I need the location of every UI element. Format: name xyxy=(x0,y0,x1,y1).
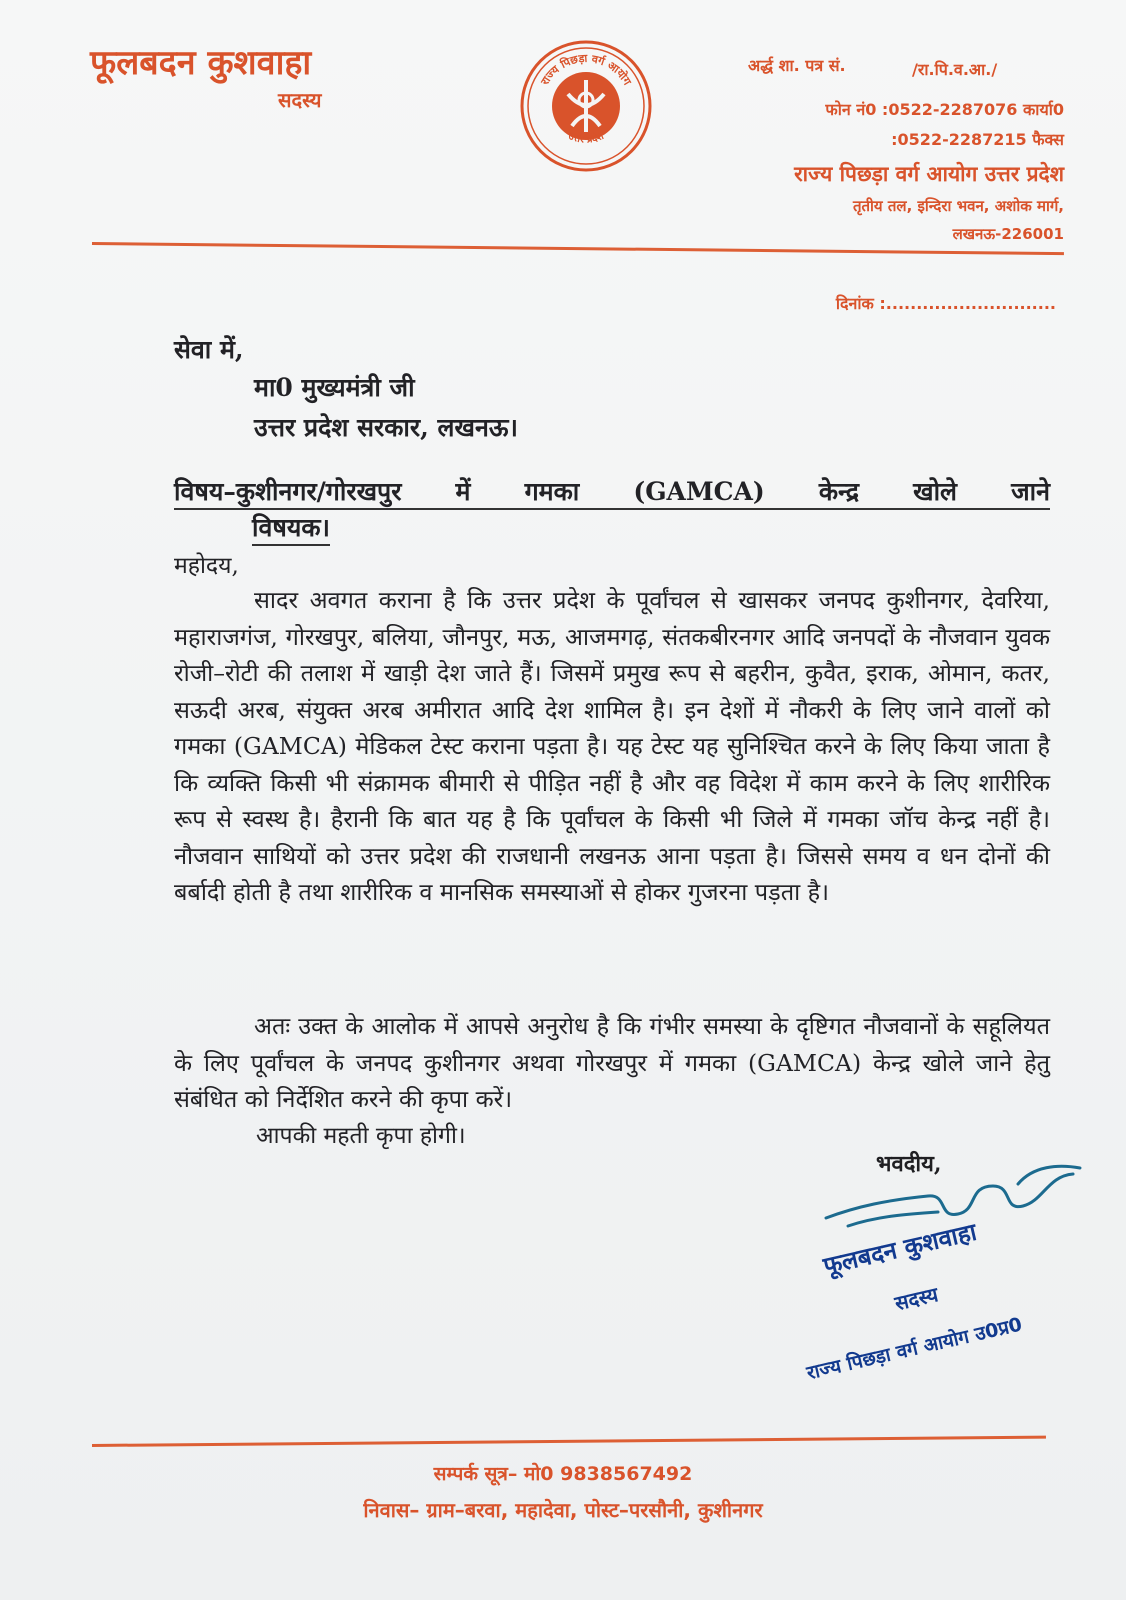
addressee-line-2: मा0 मुख्यमंत्री जी xyxy=(254,373,415,402)
signatory-organization: राज्य पिछड़ा वर्ग आयोग उ0प्र0 xyxy=(804,1313,1025,1385)
salutation: महोदय, xyxy=(174,553,239,579)
signatory-name: फूलबदन कुशवाहा xyxy=(820,1217,980,1281)
seal-text-bottom: उत्तर प्रदेश xyxy=(566,130,606,146)
seal-text-top: राज्य पिछड़ा वर्ग आयोग xyxy=(538,51,634,88)
addressee-line-3: उत्तर प्रदेश सरकार, लखनऊ। xyxy=(254,413,518,442)
body-paragraph-2: अतः उक्त के आलोक में आपसे अनुरोध है कि गंभीर समस्या के दृष्टिगत नौजवानों के सहूलियत के लिए पूर्वांचल के जनपद कुशीनगर अथवा गोरखपुर में गमका (GAMCA) केन्द्र खोले जाने हेतु संबंधित को निर्देशित करने की कृपा करें। xyxy=(174,1012,1050,1113)
signatory-title: सदस्य xyxy=(892,1282,941,1316)
footer-divider xyxy=(92,1436,1046,1447)
contact-number: सम्पर्क सूत्र– मो0 9838567492 xyxy=(433,1463,693,1485)
residence-address: निवास– ग्राम–बरवा, महादेवा, पोस्ट–परसौनी, कुशीनगर xyxy=(363,1498,763,1522)
date-field: दिनांक :............................ xyxy=(835,294,1056,313)
header-divider xyxy=(92,242,1064,255)
phone-office: फोन नं0 :0522-2287076 कार्या0 xyxy=(825,100,1064,119)
body-paragraph-1: सादर अवगत कराना है कि उत्तर प्रदेश के पूर्वांचल से खासकर जनपद कुशीनगर, देवरिया, महाराजगंज, गोरखपुर, बलिया, जौनपुर, मऊ, आजमगढ़, संतकबीरनगर आदि जनपदों के नौजवान युवक रोजी–रोटी की तलाश में खाड़ी देश जाते हैं। जिसमें प्रमुख रूप से बहरीन, कुवैत, इराक, ओमान, कतर, सऊदी अरब, संयुक्त अरब अमीरात आदि देश शामिल है। इन देशों में नौकरी के लिए जाने वालों को गमका (GAMCA) मेडिकल टेस्ट कराना पड़ता है। यह टेस्ट यह सुनिश्चित करने के लिए किया जाता है कि व्यक्ति किसी भी संक्रामक बीमारी से पीड़ित नहीं है और वह विदेश में काम करने के लिए शारीरिक रूप से स्वस्थ है। हैरानी कि बात यह है कि पूर्वांचल के किसी भी जिले में गमका जॉच केन्द्र नहीं है। नौजवान साथियों को उत्तर प्रदेश की राजधानी लखनऊ आना पड़ता है। जिससे समय व धन दोनों की बर्बादी होती है तथा शारीरिक व मानसिक समस्याओं से होकर गुजरना पड़ता है। xyxy=(174,586,1050,906)
phone-fax: :0522-2287215 फैक्स xyxy=(891,130,1064,149)
state-emblem-seal-icon xyxy=(516,36,656,176)
closing: भवदीय, xyxy=(876,1151,942,1177)
member-title: सदस्य xyxy=(278,88,322,112)
address-line-1: तृतीय तल, इन्दिरा भवन, अशोक मार्ग, xyxy=(852,197,1064,215)
subject-line-2: विषयक। xyxy=(252,510,330,546)
address-line-2: लखनऊ-226001 xyxy=(952,225,1064,243)
subject-line-1: विषय–कुशीनगर/गोरखपुर में गमका (GAMCA) केन्द्र खोले जाने xyxy=(174,474,1050,510)
ref-number-label: अर्द्ध शा. पत्र सं. xyxy=(748,56,846,75)
ref-number-code: /रा.पि.व.आ./ xyxy=(912,60,998,79)
organization-name: राज्य पिछड़ा वर्ग आयोग उत्तर प्रदेश xyxy=(794,162,1064,186)
addressee-line-1: सेवा में, xyxy=(174,335,244,364)
member-name: फूलबदन कुशवाहा xyxy=(90,43,312,83)
body-paragraph-3: आपकी महती कृपा होगी। xyxy=(256,1123,466,1149)
